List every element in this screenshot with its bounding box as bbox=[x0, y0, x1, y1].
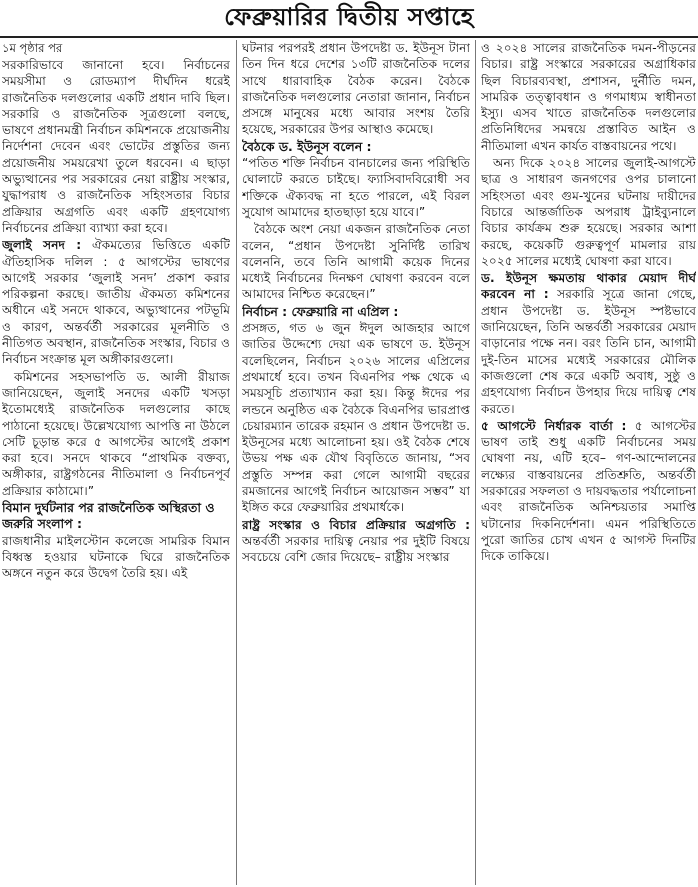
column-divider bbox=[475, 40, 476, 885]
subheading: নির্বাচন : ফেব্রুয়ারি না এপ্রিল : bbox=[242, 303, 399, 319]
paragraph bbox=[481, 418, 696, 565]
paragraph bbox=[242, 517, 470, 566]
paragraph-text: সরকারি সূত্রে জানা গেছে, প্রধান উপদেষ্টা ড. ইউনূস স্পষ্টভাবে জানিয়েছেন, তিনি অন্তর্বর্তী সরকারের মেয়াদ বাড়ানোর পক্ষে নন। বরং তিনি চান, আগামী দুই-তিন মাসের মধ্যেই সরকারের মৌলিক কাজগুলো শেষ করে একটি অবাধ, সুষ্ঠু ও গ্রহণযোগ্য নির্বাচন উপহার দিয়ে দায়িত্ব শেষ করতে। bbox=[481, 287, 696, 416]
paragraph: অন্য দিকে ২০২৪ সালের জুলাই-আগস্টে ছাত্র ও সাধারণ জনগণের ওপর চালানো সহিংসতা এবং গুম-খুনের ঘটনায় দায়ীদের বিচারে আন্তর্জাতিক অপরাধ ট্রাইব্যুনালে বিচার কার্যক্রম শুরু হয়েছে। সরকার আশা করছে, কয়েকটি গুরুত্বপূর্ণ মামলার রায় ২০২৫ সালের মধ্যেই ঘোষণা করা যাবে। bbox=[481, 156, 696, 268]
paragraph-text: ৫ আগস্টের ভাষণ তাই শুধু একটি নির্বাচনের সময় ঘোষণা নয়, এটি হবে– গণ-আন্দোলনের লক্ষ্যের বাস্তবায়নের প্রতিশ্রুতি, অন্তর্বর্তী সরকারের সফলতা ও দায়বদ্ধতার পর্যালোচনা এবং রাজনৈতিক অনিশ্চয়তার সমাপ্তি ঘটানোর দিকনির্দেশনা। এমন পরিস্থিতিতে পুরো জাতির চোখ এখন ৫ আগস্ট দিনটির দিকে তাকিয়ে। bbox=[481, 418, 696, 564]
paragraph-lead: ৫ আগস্টে নির্ধারক বার্তা : bbox=[481, 418, 627, 433]
paragraph-text: ঐকমত্যের ভিত্তিতে একটি ঐতিহাসিক দলিল : ৫ আগস্টের ভাষণের আগেই সরকার ‘জুলাই সনদ’ প্রকাশ করার পরিকল্পনা করছে। জাতীয় ঐকমত্য কমিশনের অধীনে এই সনদে থাকবে, অভ্যুত্থানের পটভূমি ও কারণ, অন্তর্বর্তী সরকারের মূলনীতি ও নীতিগত অবস্থান, রাজনৈতিক সংস্কার, বিচার ও নির্বাচন সংক্রান্ত মূল অঙ্গীকারগুলো। bbox=[2, 238, 230, 367]
subheading: বিমান দুর্ঘটনার পর রাজনৈতিক অস্থিরতা ও জরুরি সংলাপ : bbox=[2, 500, 215, 532]
paragraph: “পতিত শক্তি নির্বাচন বানচালের জন্য পরিস্থিতি ঘোলাটে করতে চাইছে। ফ্যাসিবাদবিরোধী সব শক্তিকে ঐক্যবদ্ধ না হতে পারলে, এই বিরল সুযোগ আমাদের হাতছাড়া হয়ে যাবে।” bbox=[242, 156, 470, 219]
column-divider bbox=[236, 40, 237, 885]
paragraph: বৈঠকে অংশ নেয়া একজন রাজনৈতিক নেতা বলেন, “প্রধান উপদেষ্টা সুনির্দিষ্ট তারিখ বলেননি, তবে তিনি আগামী কয়েক দিনের মধ্যেই নির্বাচনের দিনক্ষণ ঘোষণা করবেন বলে আমাদের নিশ্চিত করেছেন।” bbox=[242, 222, 470, 302]
headline-rule bbox=[0, 36, 698, 38]
paragraph-lead: ড. ইউনূস ক্ষমতায় থাকার মেয়াদ দীর্ঘ করবেন না : bbox=[481, 271, 696, 302]
column-3 bbox=[481, 40, 696, 885]
paragraph-lead: রাষ্ট্র সংস্কার ও বিচার প্রক্রিয়ার অগ্রগতি : bbox=[242, 517, 470, 532]
continued-from-label: ১ম পৃষ্ঠার পর bbox=[2, 41, 63, 55]
paragraph: রাজধানীর মাইলস্টোন কলেজে সামরিক বিমান বিধ্বস্ত হওয়ার ঘটনাকে ঘিরে রাজনৈতিক অঙ্গনে নতুন করে উদ্বেগ তৈরি হয়। এই bbox=[2, 533, 230, 581]
column-2 bbox=[242, 40, 470, 885]
column-1 bbox=[2, 40, 230, 885]
headline: ফেব্রুয়ারির দ্বিতীয় সপ্তাহে bbox=[224, 3, 474, 31]
paragraph: প্রসঙ্গত, গত ৬ জুন ঈদুল আজহার আগে জাতির উদ্দেশ্যে দেয়া এক ভাষণে ড. ইউনূস বলেছিলেন, নির্বাচন ২০২৬ সালের এপ্রিলের প্রথমার্ধে হবে। তখন বিএনপির পক্ষ থেকে এ সময়সূচি প্রত্যাখ্যান করা হয়। কিন্তু ঈদের পর লন্ডনে অনুষ্ঠিত এক বৈঠকে বিএনপির ভারপ্রাপ্ত চেয়ারম্যান তারেক রহমান ও প্রধান উপদেষ্টা ড. ইউনূসের মধ্যে আলোচনা হয়। ওই বৈঠক শেষে উভয় পক্ষ এক যৌথ বিবৃতিতে জানায়, “সব প্রস্তুতি সম্পন্ন করা গেলে আগামী বছরের রমজানের আগেই নির্বাচন আয়োজন সম্ভব” যা ইঙ্গিত করে ফেব্রুয়ারির প্রথমার্ধকে। bbox=[242, 321, 470, 515]
paragraph: ও ২০২৪ সালের রাজনৈতিক দমন-পীড়নের বিচার। রাষ্ট্র সংস্কারে সরকারের অগ্রাধিকার ছিল বিচারব্যবস্থা, প্রশাসন, দুর্নীতি দমন, সামরিক তত্ত্বাবধান ও গণমাধ্যম স্বাধীনতা ইস্যু। এসব খাতে রাজনৈতিক দলগুলোর প্রতিনিধিদের সমন্বয়ে প্রস্তাবিত আইন ও নীতিমালা এখন কার্যত বাস্তবায়নের পথে। bbox=[481, 41, 696, 153]
paragraph: কমিশনের সহসভাপতি ড. আলী রীয়াজ জানিয়েছেন, জুলাই সনদের একটি খসড়া ইতোমধ্যেই রাজনৈতিক দলগুলোর কাছে পাঠানো হয়েছে। উল্লেখযোগ্য আপত্তি না উঠলে সেটি চূড়ান্ত করে ৫ আগস্টের আগেই প্রকাশ করা হবে। সনদে থাকবে “প্রাথমিক বক্তব্য, অঙ্গীকার, রাষ্ট্রগঠনের নীতিমালা ও নির্বাচনপূর্ব প্রক্রিয়ার কাঠামো।” bbox=[2, 369, 230, 498]
subheading: বৈঠকে ড. ইউনূস বলেন : bbox=[242, 138, 372, 154]
paragraph-text: অন্তর্বর্তী সরকার দায়িত্ব নেয়ার পর দুইটি বিষয়ে সবচেয়ে বেশি জোর দিয়েছে– রাষ্ট্রীয় সংস্কার bbox=[242, 533, 470, 565]
paragraph bbox=[481, 270, 696, 417]
paragraph bbox=[2, 237, 230, 367]
paragraph: ঘটনার পরপরই প্রধান উপদেষ্টা ড. ইউনূস টানা তিন দিন ধরে দেশের ১৩টি রাজনৈতিক দলের সাথে ধারাবাহিক বৈঠক করেন। বৈঠকে রাজনৈতিক দলগুলোর নেতারা জানান, নির্বাচন প্রসঙ্গে মানুষের মধ্যে আবার সংশয় তৈরি হয়েছে, সরকারের উপর আস্থাও কমেছে। bbox=[242, 41, 470, 137]
paragraph-lead: জুলাই সনদ : bbox=[2, 238, 82, 253]
paragraph: সরকারিভাবে জানানো হবে। নির্বাচনের সময়সীমা ও রোডম্যাপ দীর্ঘদিন ধরেই রাজনৈতিক দলগুলোর একটি প্রধান দাবি ছিল। সরকারি ও রাজনৈতিক সূত্রগুলো বলছে, ভাষণে প্রধানমন্ত্রী নির্বাচন কমিশনকে প্রয়োজনীয় নির্দেশনা দেবেন এবং ভোটের প্রস্তুতির জন্য প্রয়োজনীয় সময়রেখা তুলে ধরবেন। এ ছাড়া অভ্যুত্থানের পর সরকারের নেয়া রাষ্ট্রীয় সংস্কার, যুদ্ধাপরাধ ও রাজনৈতিক সহিংসতার বিচার প্রক্রিয়ার অগ্রগতি এবং একটি গ্রহণযোগ্য নির্বাচনের প্রক্রিয়া ব্যাখ্যা করা হবে। bbox=[2, 58, 230, 235]
